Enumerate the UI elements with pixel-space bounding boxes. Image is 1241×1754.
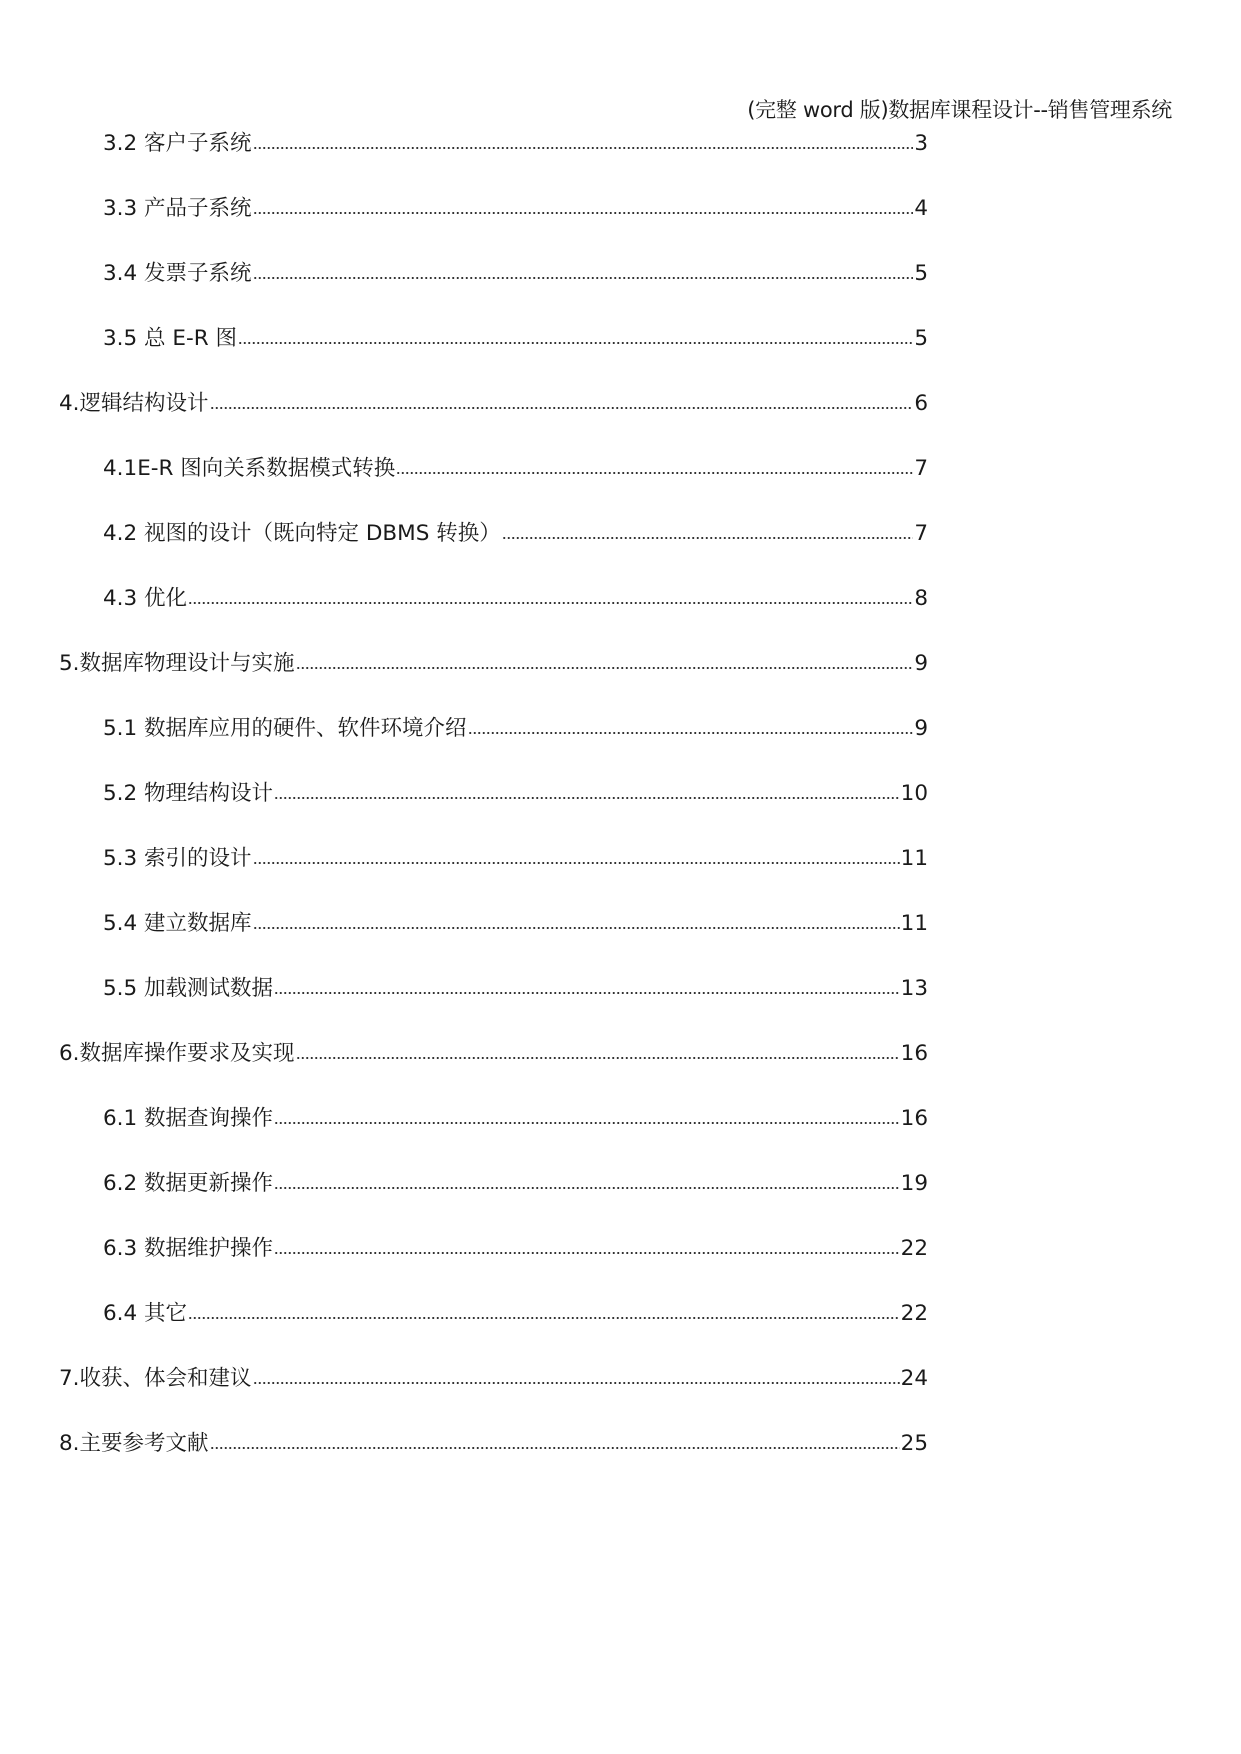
toc-entry-page-number: 16 bbox=[900, 1106, 928, 1131]
toc-dot-leader bbox=[274, 990, 900, 996]
toc-entry-label: 6.2 数据更新操作 bbox=[103, 1171, 274, 1196]
toc-entry[interactable] bbox=[103, 128, 928, 160]
toc-entry-page-number: 9 bbox=[914, 716, 928, 741]
toc-dot-leader bbox=[253, 275, 914, 281]
toc-dot-leader bbox=[188, 1315, 900, 1321]
toc-dot-leader bbox=[210, 405, 914, 411]
toc-entry[interactable] bbox=[103, 518, 928, 550]
toc-entry[interactable] bbox=[103, 258, 928, 290]
toc-entry-page-number: 13 bbox=[900, 976, 928, 1001]
toc-dot-leader bbox=[274, 795, 900, 801]
toc-entry-label: 6.数据库操作要求及实现 bbox=[59, 1041, 295, 1066]
toc-entry-label: 5.1 数据库应用的硬件、软件环境介绍 bbox=[103, 716, 467, 741]
toc-dot-leader bbox=[396, 470, 913, 476]
toc-entry[interactable] bbox=[103, 193, 928, 225]
toc-dot-leader bbox=[296, 1055, 900, 1061]
toc-entry-page-number: 4 bbox=[914, 196, 928, 221]
toc-dot-leader bbox=[274, 1120, 900, 1126]
toc-entry-label: 4.逻辑结构设计 bbox=[59, 391, 209, 416]
toc-entry-label: 4.2 视图的设计（既向特定 DBMS 转换） bbox=[103, 521, 501, 546]
toc-entry[interactable] bbox=[103, 1298, 928, 1330]
toc-entry-label: 5.3 索引的设计 bbox=[103, 846, 252, 871]
toc-entry-page-number: 22 bbox=[900, 1236, 928, 1261]
toc-entry-label: 5.数据库物理设计与实施 bbox=[59, 651, 295, 676]
toc-entry-page-number: 7 bbox=[914, 456, 928, 481]
toc-entry-label: 7.收获、体会和建议 bbox=[59, 1366, 252, 1391]
toc-entry[interactable] bbox=[103, 453, 928, 485]
toc-entry[interactable] bbox=[103, 323, 928, 355]
toc-entry-page-number: 7 bbox=[914, 521, 928, 546]
toc-dot-leader bbox=[253, 210, 914, 216]
toc-entry-label: 3.4 发票子系统 bbox=[103, 261, 252, 286]
toc-entry-label: 5.4 建立数据库 bbox=[103, 911, 252, 936]
page-header-title: (完整 word 版)数据库课程设计--销售管理系统 bbox=[747, 98, 1172, 122]
toc-dot-leader bbox=[274, 1185, 900, 1191]
toc-entry-label: 4.3 优化 bbox=[103, 586, 188, 611]
toc-entry-page-number: 11 bbox=[900, 911, 928, 936]
toc-entry[interactable] bbox=[103, 973, 928, 1005]
toc-entry-label: 5.5 加载测试数据 bbox=[103, 976, 274, 1001]
toc-entry-page-number: 8 bbox=[914, 586, 928, 611]
toc-entry-page-number: 3 bbox=[914, 131, 928, 156]
toc-entry[interactable] bbox=[59, 648, 928, 680]
toc-entry-page-number: 22 bbox=[900, 1301, 928, 1326]
toc-dot-leader bbox=[253, 145, 914, 151]
toc-dot-leader bbox=[468, 730, 914, 736]
toc-dot-leader bbox=[274, 1250, 900, 1256]
toc-entry[interactable] bbox=[59, 1428, 928, 1460]
toc-entry-label: 4.1E-R 图向关系数据模式转换 bbox=[103, 456, 396, 481]
toc-entry[interactable] bbox=[103, 1103, 928, 1135]
toc-dot-leader bbox=[253, 1380, 900, 1386]
toc-entry[interactable] bbox=[103, 778, 928, 810]
toc-entry-page-number: 24 bbox=[900, 1366, 928, 1391]
toc-entry[interactable] bbox=[103, 1233, 928, 1265]
toc-entry[interactable] bbox=[103, 1168, 928, 1200]
toc-entry-label: 3.3 产品子系统 bbox=[103, 196, 252, 221]
toc-entry-label: 6.3 数据维护操作 bbox=[103, 1236, 274, 1261]
toc-entry-label: 3.5 总 E-R 图 bbox=[103, 326, 237, 351]
toc-entry[interactable] bbox=[59, 388, 928, 420]
toc-entry-label: 5.2 物理结构设计 bbox=[103, 781, 274, 806]
toc-dot-leader bbox=[296, 665, 914, 671]
toc-entry-page-number: 9 bbox=[914, 651, 928, 676]
toc-entry[interactable] bbox=[103, 583, 928, 615]
toc-entry[interactable] bbox=[103, 843, 928, 875]
toc-dot-leader bbox=[238, 340, 913, 346]
toc-dot-leader bbox=[253, 860, 900, 866]
toc-entry-page-number: 6 bbox=[914, 391, 928, 416]
toc-entry-label: 3.2 客户子系统 bbox=[103, 131, 252, 156]
toc-entry-page-number: 5 bbox=[914, 326, 928, 351]
toc-entry[interactable] bbox=[103, 713, 928, 745]
toc-dot-leader bbox=[188, 600, 913, 606]
toc-entry-page-number: 11 bbox=[900, 846, 928, 871]
toc-entry[interactable] bbox=[103, 908, 928, 940]
toc-entry-label: 6.1 数据查询操作 bbox=[103, 1106, 274, 1131]
toc-entry-page-number: 10 bbox=[900, 781, 928, 806]
toc-entry-page-number: 16 bbox=[900, 1041, 928, 1066]
toc-entry-page-number: 5 bbox=[914, 261, 928, 286]
toc-dot-leader bbox=[502, 535, 914, 541]
toc-dot-leader bbox=[210, 1445, 900, 1451]
toc-entry[interactable] bbox=[59, 1038, 928, 1070]
toc-entry-page-number: 25 bbox=[900, 1431, 928, 1456]
toc-entry[interactable] bbox=[59, 1363, 928, 1395]
toc-dot-leader bbox=[253, 925, 900, 931]
toc-entry-label: 6.4 其它 bbox=[103, 1301, 188, 1326]
toc-entry-label: 8.主要参考文献 bbox=[59, 1431, 209, 1456]
toc-entry-page-number: 19 bbox=[900, 1171, 928, 1196]
